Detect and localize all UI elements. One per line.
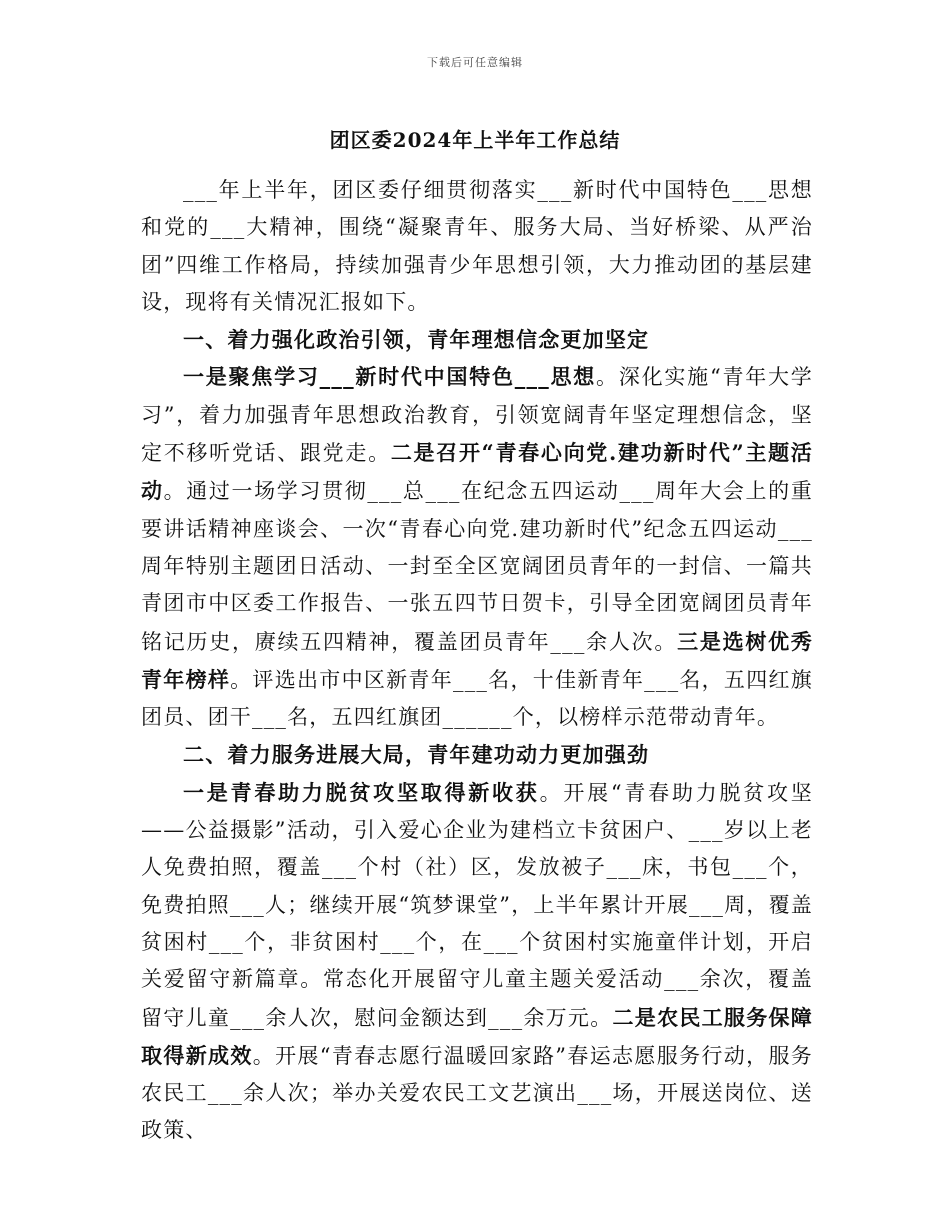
document-body bbox=[141, 172, 813, 1150]
section-2-point-1-text: 。开展“青春助力脱贫攻坚——公益摄影”活动，引入爱心企业为建档立卡贫困户、___岁以上老人免费拍照，覆盖___个村（社）区，发放被子___床，书包___个，免费拍照___人；继续开展“筑梦课堂”，上半年累计开展___周，覆盖贫困村___个，非贫困村___个，在___个贫困村实施童伴计划，开启关爱留守新篇章。常态化开展留守儿童主题关爱活动___余次，覆盖留守儿童___余人次，慰问金额达到___余万元。 bbox=[141, 780, 813, 1030]
intro-paragraph: ___年上半年，团区委仔细贯彻落实___新时代中国特色___思想和党的___大精神，围绕“凝聚青年、服务大局、当好桥梁、从严治团”四维工作格局，持续加强青少年思想引领，大力推动团的基层建设，现将有关情况汇报如下。 bbox=[141, 178, 813, 314]
section-1-point-1-text: 。深化实施“青年大学习”，着力加强青年思想政治教育，引领宽阔青年坚定理想信念，坚定不移听党话、跟党走。 bbox=[141, 365, 813, 466]
document-title: 团区委2024年上半年工作总结 bbox=[329, 128, 621, 152]
section-1-point-3-text: 。评选出市中区新青年___名，十佳新青年___名，五四红旗团员、团干___名，五四红旗团______个，以榜样示范带动青年。 bbox=[141, 667, 813, 730]
header-note: 下载后可任意编辑 bbox=[427, 56, 523, 69]
section-2-point-2-text: 。开展“青春志愿行温暖回家路”春运志愿服务行动，服务农民工___余人次；举办关爱农民工文艺演出___场，开展送岗位、送政策、 bbox=[141, 1043, 814, 1143]
section-1-point-1-title: 一是聚焦学习___新时代中国特色___思想 bbox=[183, 364, 597, 390]
section-2-point-1-title: 一是青春助力脱贫攻坚取得新收获 bbox=[183, 779, 540, 805]
section-1-paragraph bbox=[141, 358, 813, 736]
section-1-point-3-title: 三是选树优秀青年榜样 bbox=[141, 628, 814, 692]
section-1-point-2-title: 二是召开“青春心向党.建功新时代”主题活动 bbox=[141, 440, 814, 504]
section-1-point-2-text: 。通过一场学习贯彻___总___在纪念五四运动___周年大会上的重要讲话精神座谈会、一次“青春心向党.建功新时代”纪念五四运动___周年特别主题团日活动、一封至全区宽阔团员青年的一封信、一篇共青团市中区委工作报告、一张五四节日贺卡，引导全团宽阔团员青年铭记历史，赓续五四精神，覆盖团员青年___余人次。 bbox=[141, 479, 813, 654]
section-heading-1: 一、着力强化政治引领，青年理想信念更加坚定 bbox=[183, 327, 650, 353]
section-2-point-2-title: 二是农民工服务保障取得新成效 bbox=[141, 1004, 813, 1068]
section-2-paragraph bbox=[141, 774, 813, 1150]
section-heading-2: 二、着力服务进展大局，青年建功动力更加强劲 bbox=[183, 742, 650, 768]
